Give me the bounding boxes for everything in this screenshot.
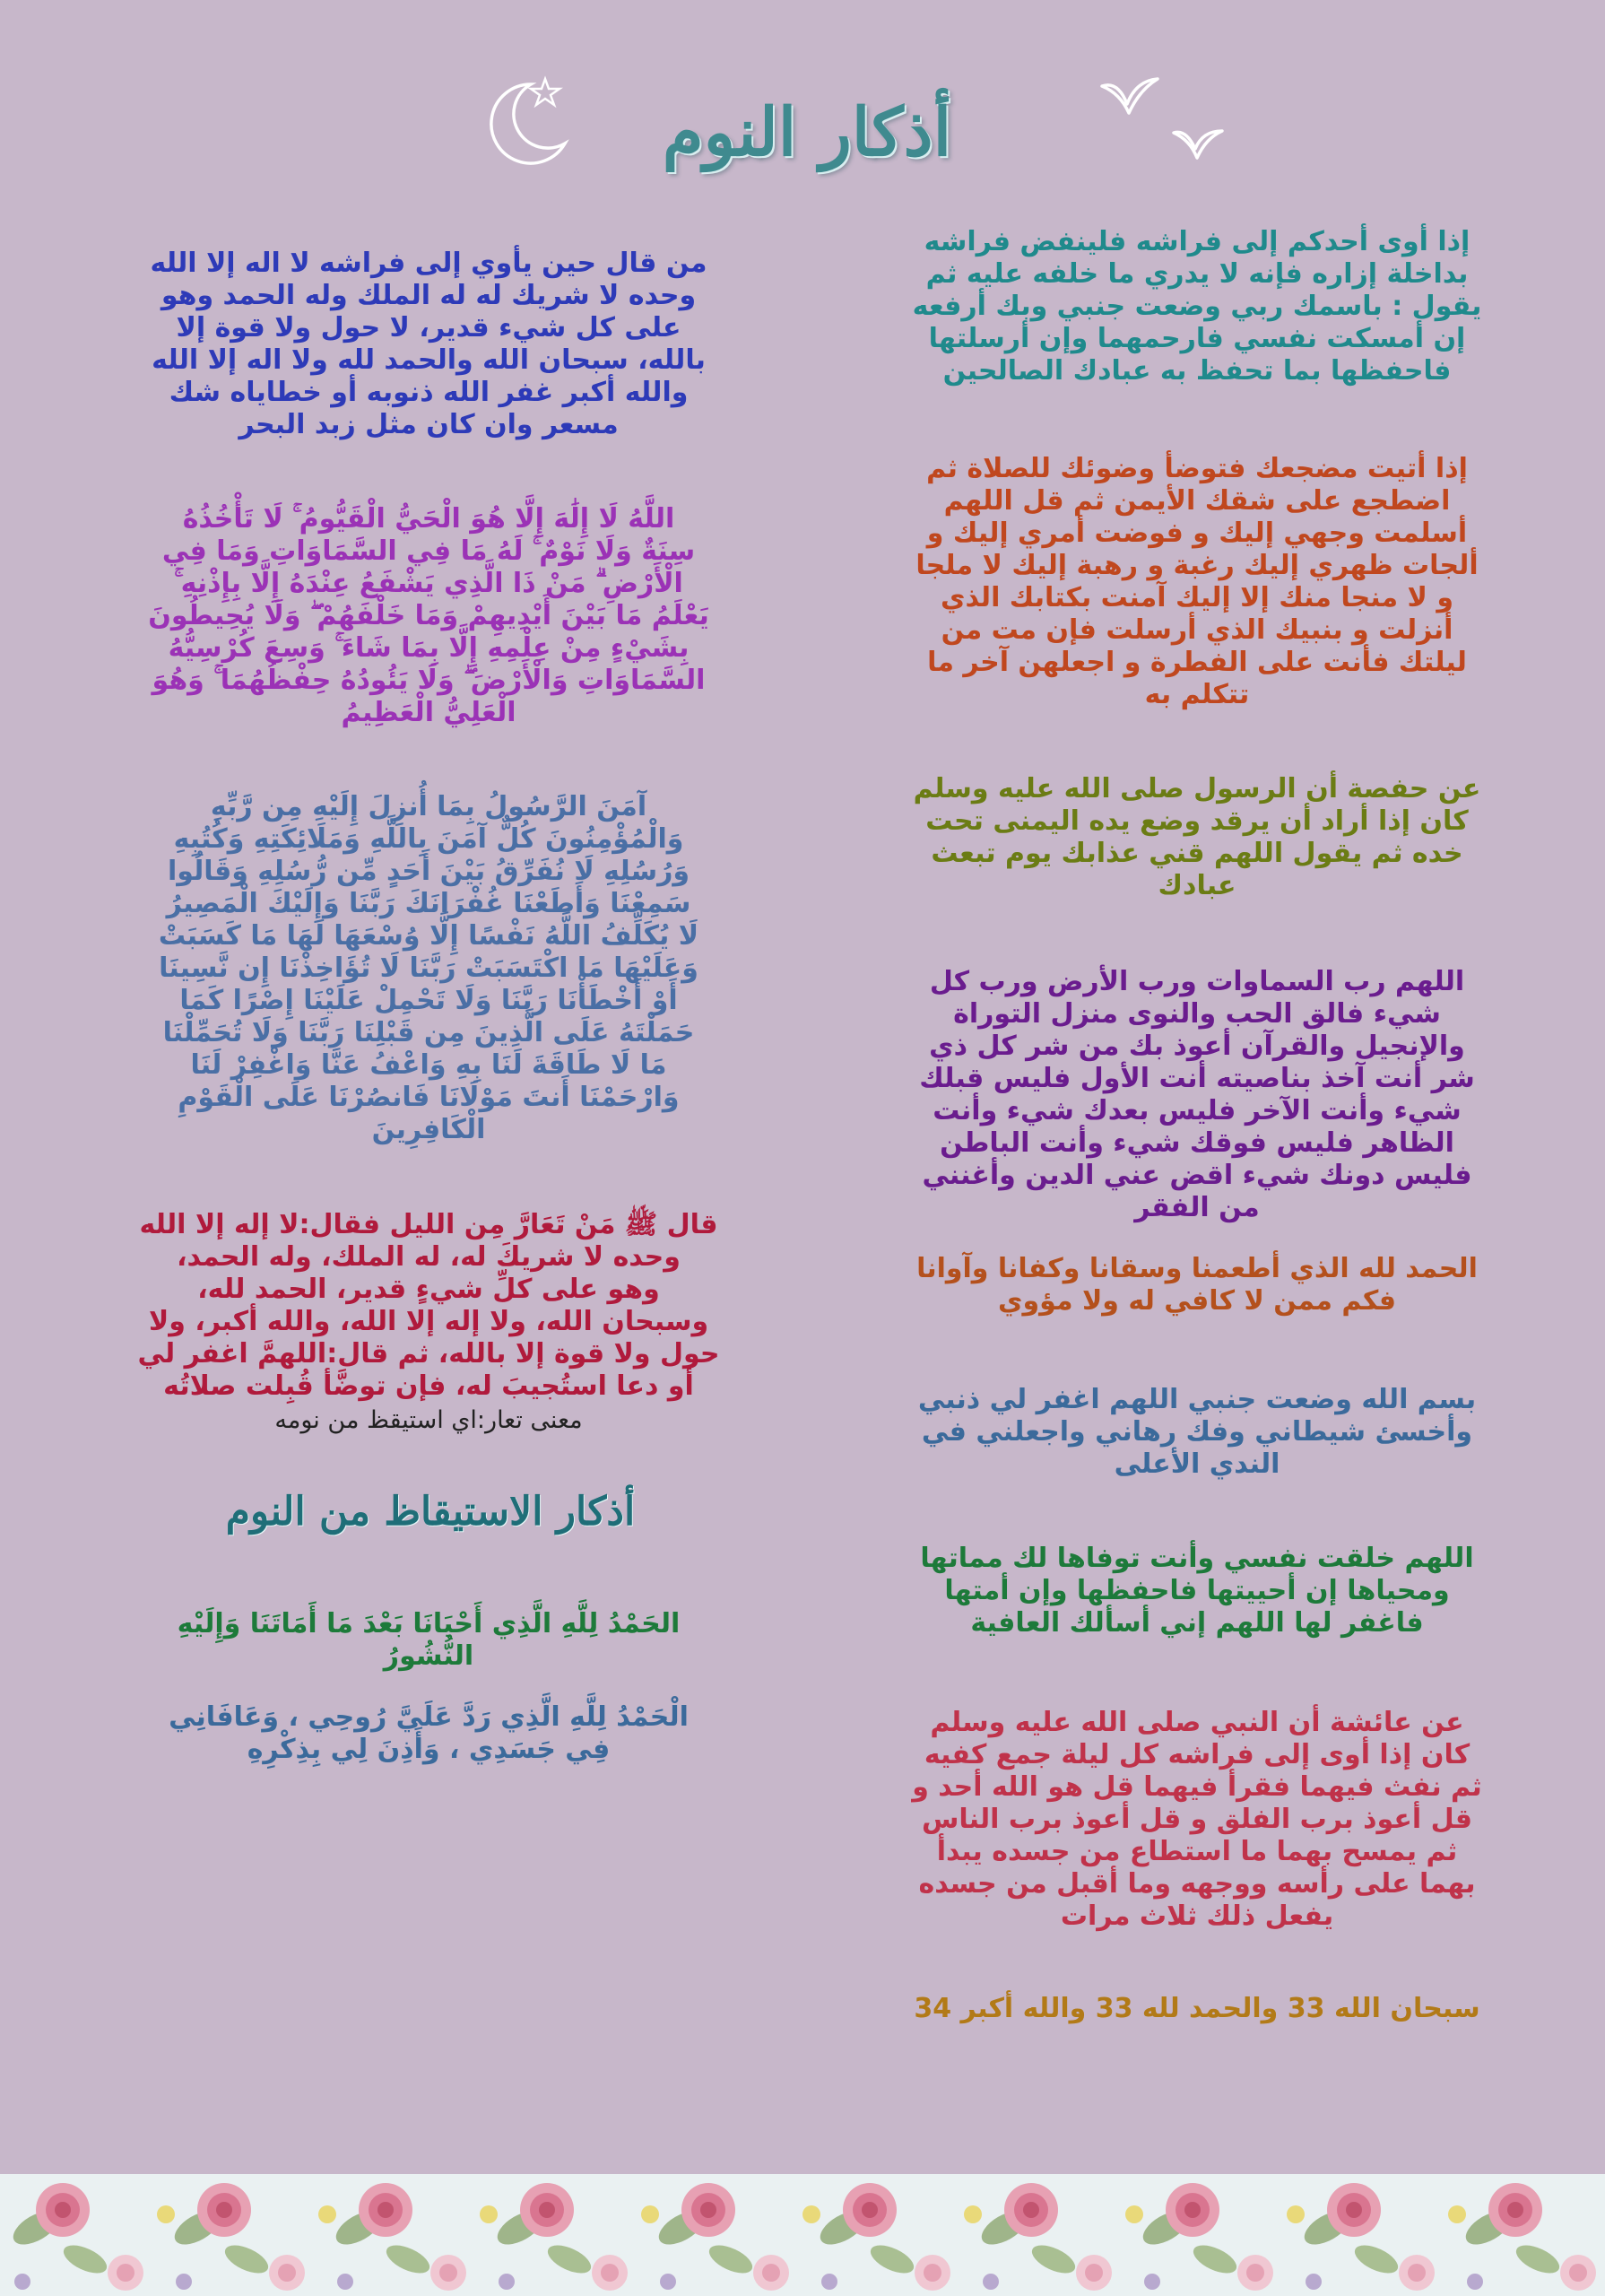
dhikr-text: الْحَمْدُ لِلَّهِ الَّذِي رَدَّ عَلَيَّ رُوحِي ، وَعَافَانِي فِي جَسَدِي ، وَأَذِنَ لِي بِذِكْرِهِ (169, 1701, 689, 1765)
hadith-text: قال ﷺ مَنْ تَعَارَّ مِن الليل فقال:لا إله إلا الله وحده لا شريكَ له، له الملك، وله الحمد، وهو على كلِّ شيءٍ قدير، الحمد لله، وسبحان الله، ولا إله إلا الله، والله أكبر، ولا حول ولا قوة إلا بالله، ثم قال:اللهمَّ اغفر لي أو دعا استُجيبَ له، فإن توضَّأ قُبِلت صلاتُه (137, 1209, 720, 1402)
dhikr-text: عن حفصة أن الرسول صلى الله عليه وسلم كان إذا أراد أن يرقد وضع يده اليمنى تحت خده ثم يقول اللهم قني عذابك يوم تبعث عبادك (913, 773, 1481, 901)
dhikr-text: اللهم خلقت نفسي وأنت توفاها لك مماتها ومحياها إن أحييتها فاحفظها وإن أمتها فاغفر لها اللهم إني أسألك العافية (920, 1543, 1474, 1639)
dhikr-text: من قال حين يأوي إلى فراشه لا اله إلا الله وحده لا شريك له له الملك وله الحمد وهو على كل شيء قدير، لا حول ولا قوة إلا بالله، سبحان الله والحمد لله ولا اله إلا الله والله أكبر غفر الله ذنوبه أو خطاياه شك مسعر وان كان مثل زبد البحر (150, 248, 707, 440)
dhikr-text: سبحان الله 33 والحمد لله 33 والله أكبر 34 (914, 1993, 1480, 2024)
note-text: معنى تعار:اي استيقظ من نومه (274, 1406, 583, 1434)
dhikr-text: الحَمْدُ لِلَّهِ الَّذِي أَحْيَانَا بَعْدَ مَا أَمَاتَنَا وَإِلَيْهِ النُّشُورُ (177, 1608, 681, 1672)
quran-verse: اللَّهُ لَا إِلَٰهَ إِلَّا هُوَ الْحَيُّ الْقَيُّومُ ۚ لَا تَأْخُذُهُ سِنَةٌ وَلَا نَوْمٌ ۚ لَهُ مَا فِي السَّمَاوَاتِ وَمَا فِي الْأَرْضِ ۗ مَنْ ذَا الَّذِي يَشْفَعُ عِنْدَهُ إِلَّا بِإِذْنِهِ ۚ يَعْلَمُ مَا بَيْنَ أَيْدِيهِمْ وَمَا خَلْفَهُمْ ۖ وَلَا يُحِيطُونَ بِشَيْءٍ مِنْ عِلْمِهِ إِلَّا بِمَا شَاءَ ۚ وَسِعَ كُرْسِيُّهُ السَّمَاوَاتِ وَالْأَرْضَ ۖ وَلَا يَئُودُهُ حِفْظُهُمَا ۚ وَهُوَ الْعَلِيُّ الْعَظِيمُ (148, 503, 709, 728)
floral-border-pattern (0, 2174, 1605, 2296)
page-title: أذكار النوم (662, 94, 952, 171)
dhikr-text: اللهم رب السماوات ورب الأرض ورب كل شيء فالق الحب والنوى منزل التوراة والإنجيل والقرآن أعوذ بك من شر كل ذي شر أنت آخذ بناصيته أنت الأول فليس قبلك شيء وأنت الآخر فليس بعدك شيء وأنت الظاهر فليس فوقك شيء وأنت الباطن فليس دونك شيء اقض عني الدين وأغنني من الفقر (919, 966, 1475, 1223)
section-title: أذكار الاستيقاظ من النوم (225, 1489, 636, 1535)
bird-icon (1170, 122, 1226, 161)
quran-verse: آمَنَ الرَّسُولُ بِمَا أُنزِلَ إِلَيْهِ مِن رَّبِّهِ وَالْمُؤْمِنُونَ كُلٌّ آمَنَ بِاللَّهِ وَمَلَائِكَتِهِ وَكُتُبِهِ وَرُسُلِهِ لَا نُفَرِّقُ بَيْنَ أَحَدٍ مِّن رُّسُلِهِ وَقَالُوا سَمِعْنَا وَأَطَعْنَا غُفْرَانَكَ رَبَّنَا وَإِلَيْكَ الْمَصِيرُ لَا يُكَلِّفُ اللَّهُ نَفْسًا إِلَّا وُسْعَهَا لَهَا مَا كَسَبَتْ وَعَلَيْهَا مَا اكْتَسَبَتْ رَبَّنَا لَا تُؤَاخِذْنَا إِن نَّسِينَا أَوْ أَخْطَأْنَا رَبَّنَا وَلَا تَحْمِلْ عَلَيْنَا إِصْرًا كَمَا حَمَلْتَهُ عَلَى الَّذِينَ مِن قَبْلِنَا رَبَّنَا وَلَا تُحَمِّلْنَا مَا لَا طَاقَةَ لَنَا بِهِ وَاعْفُ عَنَّا وَاغْفِرْ لَنَا وَارْحَمْنَا أَنتَ مَوْلَانَا فَانصُرْنَا عَلَى الْقَوْمِ الْكَافِرِينَ (158, 791, 699, 1145)
bird-icon (1098, 74, 1161, 118)
dhikr-text: إذا أوى أحدكم إلى فراشه فلينفض فراشه بداخلة إزاره فإنه لا يدري ما خلفه عليه ثم يقول : باسمك ربي وضعت جنبي وبك أرفعه إن أمسكت نفسي فارحمهما وإن أرسلتها فاحفظها بما تحفظ به عبادك الصالحين (912, 226, 1482, 387)
dhikr-text: الحمد لله الذي أطعمنا وسقانا وكفانا وآوانا فكم ممن لا كافي له ولا مؤوي (916, 1253, 1478, 1317)
dhikr-text: بسم الله وضعت جنبي اللهم اغفر لي ذنبي وأخسئ شيطاني وفك رهاني واجعلني في الندي الأعلى (917, 1384, 1477, 1480)
crescent-moon-icon (475, 74, 574, 172)
dhikr-text: عن عائشة أن النبي صلى الله عليه وسلم كان إذا أوى إلى فراشه كل ليلة جمع كفيه ثم نفث فيهما فقرأ فيهما قل هو الله أحد و قل أعوذ برب الفلق و قل أعوذ برب الناس ثم يمسح بهما ما استطاع من جسده يبدأ بهما على رأسه ووجهه وما أقبل من جسده يفعل ذلك ثلاث مرات (912, 1707, 1482, 1932)
dhikr-text: إذا أتيت مضجعك فتوضأ وضوئك للصلاة ثم اضطجع على شقك الأيمن ثم قل اللهم أسلمت وجهي إليك و فوضت أمري إليك و ألجات ظهري إليك رغبة و رهبة إليك لا ملجا و لا منجا منك إلا إليك آمنت بكتابك الذي أنزلت و بنبيك الذي أرسلت فإن مت من ليلتك فأنت على الفطرة و اجعلهن آخر ما تتكلم به (915, 453, 1479, 710)
